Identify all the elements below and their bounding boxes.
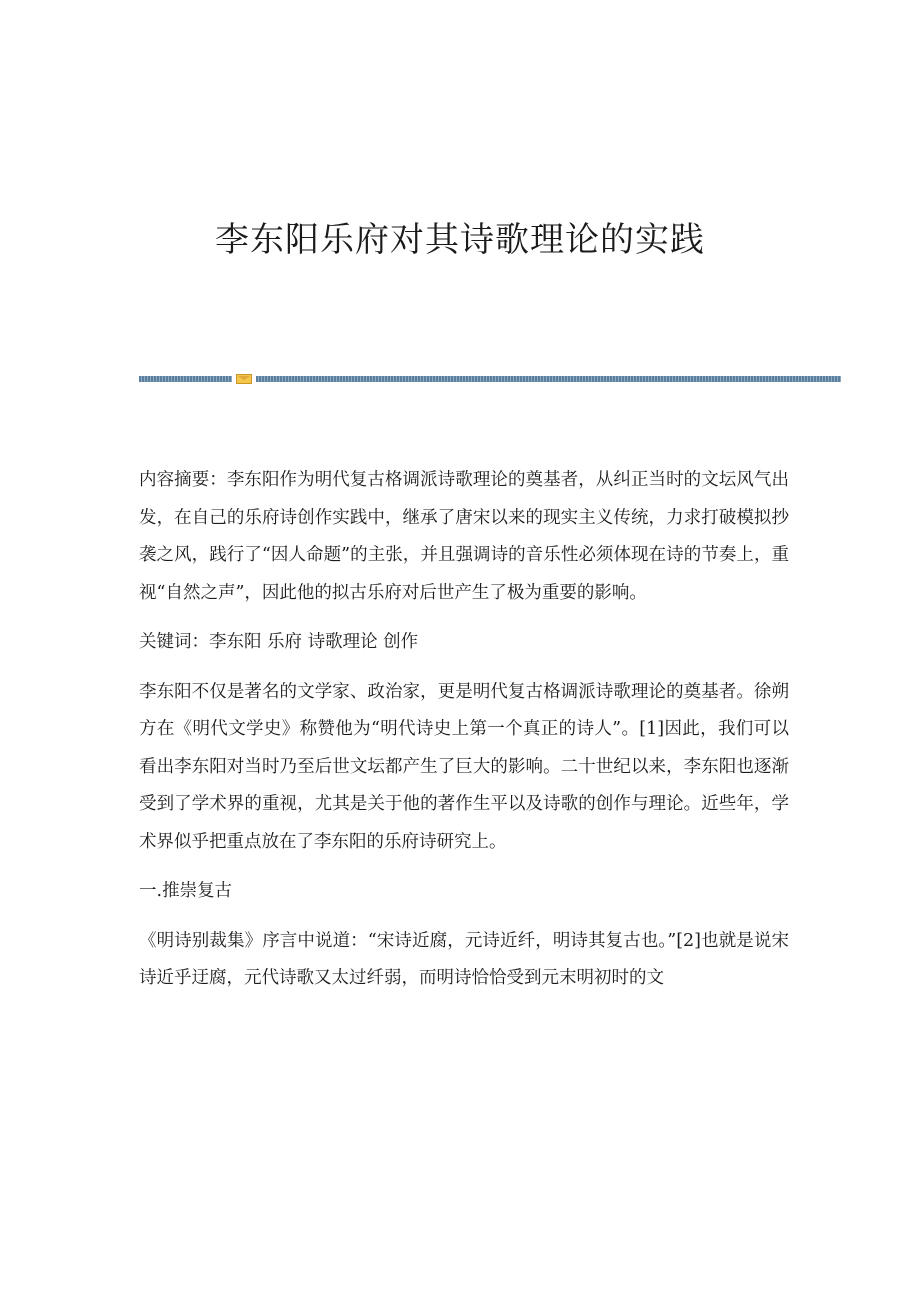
page-title: 李东阳乐府对其诗歌理论的实践 bbox=[215, 220, 705, 260]
keywords-line: 关键词：李东阳 乐府 诗歌理论 创作 bbox=[139, 632, 419, 652]
divider-bar-right bbox=[256, 376, 841, 382]
section-paragraph: 《明诗别裁集》序言中说道：“宋诗近腐，元诗近纤，明诗其复古也。”[2]也就是说宋诗近乎迂腐，元代诗歌又太过纤弱，而明诗恰恰受到元末明初时的文 bbox=[139, 930, 789, 988]
divider-bar-left bbox=[139, 376, 232, 382]
abstract-paragraph: 内容摘要：李东阳作为明代复古格调派诗歌理论的奠基者，从纠正当时的文坛风气出发，在自己的乐府诗创作实践中，继承了唐宋以来的现实主义传统，力求打破模拟抄袭之风，践行了“因人命题”的主张，并且强调诗的音乐性必须体现在诗的节奏上，重视“自然之声”，因此他的拟古乐府对后世产生了极为重要的影响。 bbox=[139, 470, 789, 603]
title-divider bbox=[139, 374, 841, 384]
envelope-icon bbox=[236, 374, 252, 384]
document-body bbox=[139, 462, 789, 1010]
intro-paragraph: 李东阳不仅是著名的文学家、政治家，更是明代复古格调派诗歌理论的奠基者。徐朔方在《明代文学史》称赞他为“明代诗史上第一个真正的诗人”。[1]因此，我们可以看出李东阳对当时乃至后世文坛都产生了巨大的影响。二十世纪以来，李东阳也逐渐受到了学术界的重视，尤其是关于他的著作生平以及诗歌的创作与理论。近些年，学术界似乎把重点放在了李东阳的乐府诗研究上。 bbox=[139, 681, 789, 852]
section-heading: 一.推崇复古 bbox=[139, 881, 233, 901]
